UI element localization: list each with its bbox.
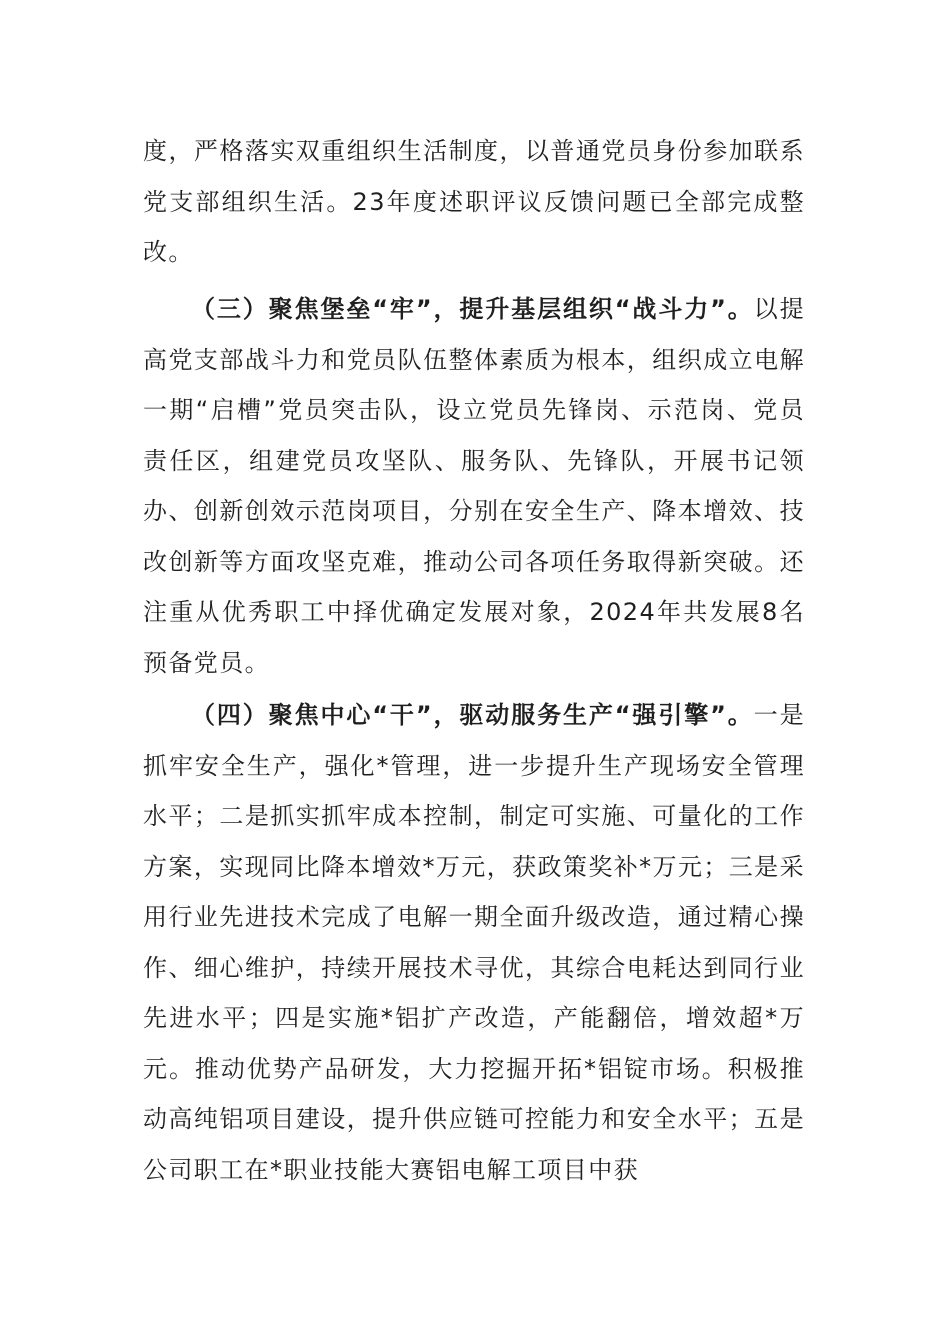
paragraph-continuation <box>143 126 805 278</box>
section-heading: （四）聚焦中心“干”，驱动服务生产“强引擎”。 <box>191 701 754 729</box>
paragraph-text: 度，严格落实双重组织生活制度，以普通党员身份参加联系党支部组织生活。23年度述职评议反馈问题已全部完成整改。 <box>143 137 805 266</box>
section-heading: （三）聚焦堡垒“牢”，提升基层组织“战斗力”。 <box>191 295 754 323</box>
paragraph-section-3 <box>143 284 805 688</box>
paragraph-section-4 <box>143 690 805 1195</box>
paragraph-text: 一是抓牢安全生产，强化*管理，进一步提升生产现场安全管理水平；二是抓实抓牢成本控制，制定可实施、可量化的工作方案，实现同比降本增效*万元，获政策奖补*万元；三是采用行业先进技术完成了电解一期全面升级改造，通过精心操作、细心维护，持续开展技术寻优，其综合电耗达到同行业先进水平；四是实施*铝扩产改造，产能翻倍，增效超*万元。推动优势产品研发，大力挖掘开拓*铝锭市场。积极推动高纯铝项目建设，提升供应链可控能力和安全水平；五是公司职工在*职业技能大赛铝电解工项目中获 <box>143 701 805 1184</box>
paragraph-text: 以提高党支部战斗力和党员队伍整体素质为根本，组织成立电解一期“启槽”党员突击队，设立党员先锋岗、示范岗、党员责任区，组建党员攻坚队、服务队、先锋队，开展书记领办、创新创效示范岗项目，分别在安全生产、降本增效、技改创新等方面攻坚克难，推动公司各项任务取得新突破。还注重从优秀职工中择优确定发展对象，2024年共发展8名预备党员。 <box>143 295 805 677</box>
